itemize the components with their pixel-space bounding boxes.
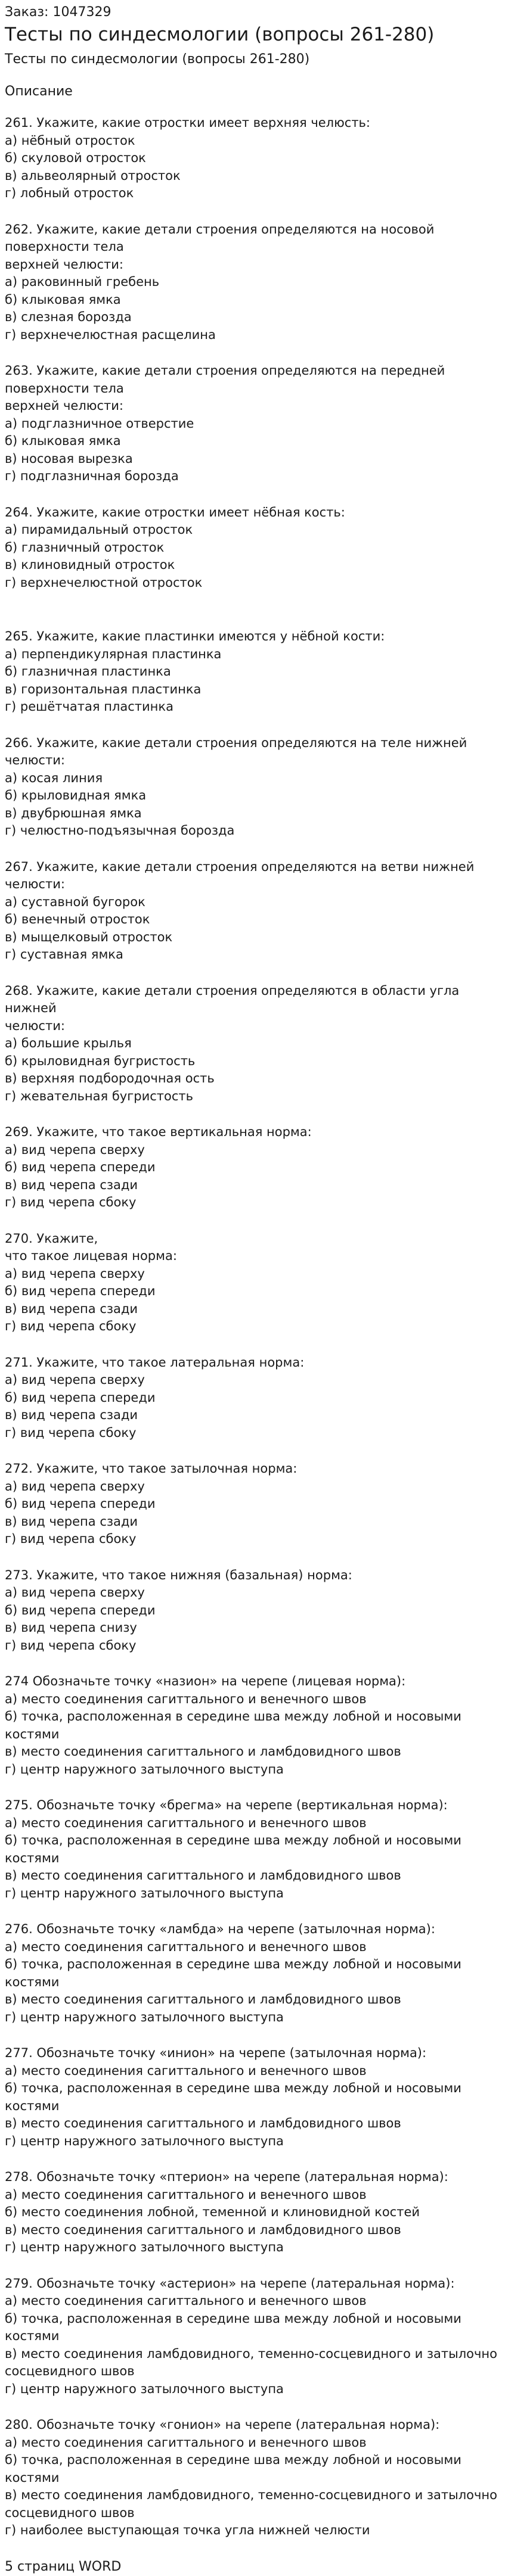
answer-line: в) горизонтальная пластинка <box>5 682 202 696</box>
answer-line: г) центр наружного затылочного выступа <box>5 2009 284 2024</box>
answer-line: г) центр наружного затылочного выступа <box>5 2240 284 2254</box>
answer-line: в) место соединения ламбдовидного, теменно-сосцевидного и затылочно <box>5 2346 497 2361</box>
answer-line: б) точка, расположенная в середине шва между лобной и носовыми костями <box>5 2453 466 2485</box>
question-block <box>5 1567 500 1655</box>
answer-line: в) место соединения ламбдовидного, теменно-сосцевидного и затылочно <box>5 2488 497 2502</box>
answer-line: а) суставной бугорок <box>5 894 145 909</box>
answer-line: г) вид черепа сбоку <box>5 1638 137 1653</box>
answer-line: г) подглазничная борозда <box>5 469 179 483</box>
answer-line: а) место соединения сагиттального и венечного швов <box>5 1691 367 1706</box>
question-block <box>5 1230 500 1336</box>
answer-line: г) центр наружного затылочного выступа <box>5 2133 284 2148</box>
answer-line: б) вид черепа спереди <box>5 1603 156 1617</box>
answer-line: б) глазничный отросток <box>5 540 165 555</box>
answer-line: б) клыковая ямка <box>5 292 121 307</box>
answer-line: г) решётчатая пластинка <box>5 699 174 714</box>
question-block <box>5 1460 500 1548</box>
answer-line: г) жевательная бугристость <box>5 1088 194 1103</box>
question-text: 279. Обозначьте точку «астерион» на черепе (латеральная норма): <box>5 2276 455 2291</box>
answer-line: в) верхняя подбородочная ость <box>5 1071 215 1085</box>
answer-line: б) точка, расположенная в середине шва между лобной и носовыми костями <box>5 2081 466 2113</box>
answer-line: г) вид черепа сбоку <box>5 1195 137 1209</box>
question-text: 261. Укажите, какие отростки имеет верхняя челюсть: <box>5 116 370 130</box>
question-text: 275. Обозначьте точку «брегма» на черепе (вертикальная норма): <box>5 1798 448 1812</box>
answer-line: а) вид черепа сверху <box>5 1266 145 1281</box>
answer-line: а) место соединения сагиттального и венечного швов <box>5 1939 367 1954</box>
answer-line: верхней челюсти: <box>5 257 123 272</box>
question-block <box>5 2169 500 2257</box>
answer-line: б) точка, расположенная в середине шва между лобной и носовыми костями <box>5 2311 466 2343</box>
answer-line: в) вид черепа сзади <box>5 1514 138 1529</box>
question-block <box>5 2275 500 2398</box>
answer-line: г) центр наружного затылочного выступа <box>5 1762 284 1777</box>
question-text: 265. Укажите, какие пластинки имеются у нёбной кости: <box>5 629 385 643</box>
question-text: 280. Обозначьте точку «гонион» на черепе (латеральная норма): <box>5 2418 440 2432</box>
answer-line: в) двубрюшная ямка <box>5 805 142 820</box>
answer-line: в) альвеолярный отросток <box>5 168 181 183</box>
answer-line: в) вид черепа сзади <box>5 1408 138 1422</box>
answer-line: а) вид черепа сверху <box>5 1479 145 1494</box>
question-text: 271. Укажите, что такое латеральная норма: <box>5 1355 305 1370</box>
answer-line: б) клыковая ямка <box>5 434 121 448</box>
answer-line: б) скуловой отросток <box>5 151 146 165</box>
answer-line: г) вид черепа сбоку <box>5 1532 137 1546</box>
answer-line: г) суставная ямка <box>5 947 123 962</box>
answer-line: а) место соединения сагиттального и венечного швов <box>5 2435 367 2450</box>
answer-line: г) челюстно-подъязычная борозда <box>5 823 235 838</box>
answer-line: а) место соединения сагиттального и венечного швов <box>5 2187 367 2202</box>
answer-line: а) место соединения сагиттального и венечного швов <box>5 2063 367 2078</box>
answer-line: б) точка, расположенная в середине шва между лобной и носовыми костями <box>5 1957 466 1989</box>
question-block <box>5 114 500 203</box>
answer-line: б) крыловидная ямка <box>5 788 147 802</box>
answer-line: б) крыловидная бугристость <box>5 1053 196 1068</box>
answer-line: г) вид черепа сбоку <box>5 1425 137 1440</box>
question-block <box>5 735 500 840</box>
question-block <box>5 1921 500 2026</box>
answer-line: в) вид черепа сзади <box>5 1301 138 1316</box>
question-block <box>5 1124 500 1212</box>
question-text: 263. Укажите, какие детали строения определяются на передней поверхности тела <box>5 363 449 396</box>
question-block <box>5 362 500 486</box>
answer-line: а) перпендикулярная пластинка <box>5 646 222 661</box>
question-block <box>5 628 500 716</box>
answer-line: в) слезная борозда <box>5 310 132 324</box>
answer-line: б) вид черепа спереди <box>5 1390 156 1405</box>
answer-line: в) место соединения сагиттального и ламбдовидного швов <box>5 1744 401 1759</box>
answer-line: а) вид черепа сверху <box>5 1373 145 1387</box>
answer-line: г) верхнечелюстная расщелина <box>5 327 216 342</box>
question-text: 274 Обозначьте точку «назион» на черепе (лицевая норма): <box>5 1674 406 1688</box>
question-block <box>5 1673 500 1778</box>
order-number: Заказ: 1047329 <box>5 5 111 20</box>
answer-line: сосцевидного швов <box>5 2505 135 2520</box>
answer-line: верхней челюсти: <box>5 399 123 413</box>
answer-line: б) точка, расположенная в середине шва между лобной и носовыми костями <box>5 1709 466 1741</box>
answer-line: в) носовая вырезка <box>5 451 133 466</box>
question-text: 264. Укажите, какие отростки имеет нёбная кость: <box>5 505 345 519</box>
answer-line: сосцевидного швов <box>5 2364 135 2378</box>
answer-line: г) центр наружного затылочного выступа <box>5 1886 284 1900</box>
answer-line: г) центр наружного затылочного выступа <box>5 2381 284 2396</box>
question-block <box>5 2416 500 2540</box>
answer-line: б) точка, расположенная в середине шва между лобной и носовыми костями <box>5 1833 466 1865</box>
questions-list <box>5 114 500 2540</box>
question-text: 277. Обозначьте точку «инион» на черепе (затылочная норма): <box>5 2046 427 2060</box>
answer-line: в) место соединения сагиттального и ламбдовидного швов <box>5 2116 401 2130</box>
description-label: Описание <box>5 84 73 99</box>
question-text: 262. Укажите, какие детали строения определяются на носовой поверхности тела <box>5 222 439 254</box>
question-text: 269. Укажите, что такое вертикальная норма: <box>5 1125 312 1139</box>
page-count-footer: 5 страниц WORD <box>5 2559 122 2574</box>
question-block <box>5 858 500 964</box>
answer-line: б) вид черепа спереди <box>5 1284 156 1298</box>
answer-line: в) мыщелковый отросток <box>5 929 173 944</box>
answer-line: а) подглазничное отверстие <box>5 416 194 431</box>
question-block <box>5 221 500 344</box>
answer-line: г) лобный отросток <box>5 186 134 200</box>
answer-line: а) пирамидальный отросток <box>5 522 193 537</box>
answer-line: б) место соединения лобной, теменной и клиновидной костей <box>5 2205 420 2219</box>
answer-line: в) место соединения сагиттального и ламбдовидного швов <box>5 1868 401 1883</box>
answer-line: а) большие крылья <box>5 1036 132 1050</box>
question-text: 273. Укажите, что такое нижняя (базальная) норма: <box>5 1567 352 1582</box>
question-block <box>5 1797 500 1902</box>
question-text: 278. Обозначьте точку «птерион» на черепе (латеральная норма): <box>5 2170 448 2184</box>
answer-line: что такое лицевая норма: <box>5 1249 177 1263</box>
answer-line: а) место соединения сагиттального и венечного швов <box>5 1815 367 1830</box>
answer-line: в) место соединения сагиттального и ламбдовидного швов <box>5 1992 401 2006</box>
question-text: 267. Укажите, какие детали строения определяются на ветви нижней челюсти: <box>5 859 479 891</box>
question-text: 268. Укажите, какие детали строения определяются в области угла нижней <box>5 983 463 1015</box>
question-block <box>5 1354 500 1442</box>
answer-line: в) клиновидный отросток <box>5 558 175 572</box>
answer-line: в) вид черепа сзади <box>5 1177 138 1192</box>
answer-line: г) верхнечелюстной отросток <box>5 575 203 590</box>
answer-line: а) нёбный отросток <box>5 133 135 148</box>
question-block <box>5 2045 500 2150</box>
answer-line: а) вид черепа сверху <box>5 1142 145 1157</box>
answer-line: а) раковинный гребень <box>5 275 160 289</box>
answer-line: г) вид черепа сбоку <box>5 1319 137 1333</box>
answer-line: б) вид черепа спереди <box>5 1160 156 1174</box>
question-text: 270. Укажите, <box>5 1231 98 1246</box>
page-title: Тесты по синдесмологии (вопросы 261-280) <box>5 24 435 45</box>
question-text: 272. Укажите, что такое затылочная норма: <box>5 1461 298 1476</box>
answer-line: а) вид черепа сверху <box>5 1585 145 1600</box>
page-subtitle: Тесты по синдесмологии (вопросы 261-280) <box>5 52 310 67</box>
answer-line: б) глазничная пластинка <box>5 664 171 679</box>
question-text: 276. Обозначьте точку «ламбда» на черепе (затылочная норма): <box>5 1922 435 1936</box>
answer-line: челюсти: <box>5 1018 65 1033</box>
answer-line: б) вид черепа спереди <box>5 1497 156 1511</box>
answer-line: в) вид черепа снизу <box>5 1620 137 1635</box>
answer-line: в) место соединения сагиттального и ламбдовидного швов <box>5 2222 401 2237</box>
question-text: 266. Укажите, какие детали строения определяются на теле нижней челюсти: <box>5 735 471 767</box>
question-block <box>5 982 500 1106</box>
answer-line: а) место соединения сагиттального и венечного швов <box>5 2294 367 2308</box>
answer-line: б) венечный отросток <box>5 912 150 926</box>
question-block <box>5 504 500 592</box>
answer-line: г) наиболее выступающая точка угла нижней челюсти <box>5 2523 370 2537</box>
answer-line: а) косая линия <box>5 770 103 785</box>
